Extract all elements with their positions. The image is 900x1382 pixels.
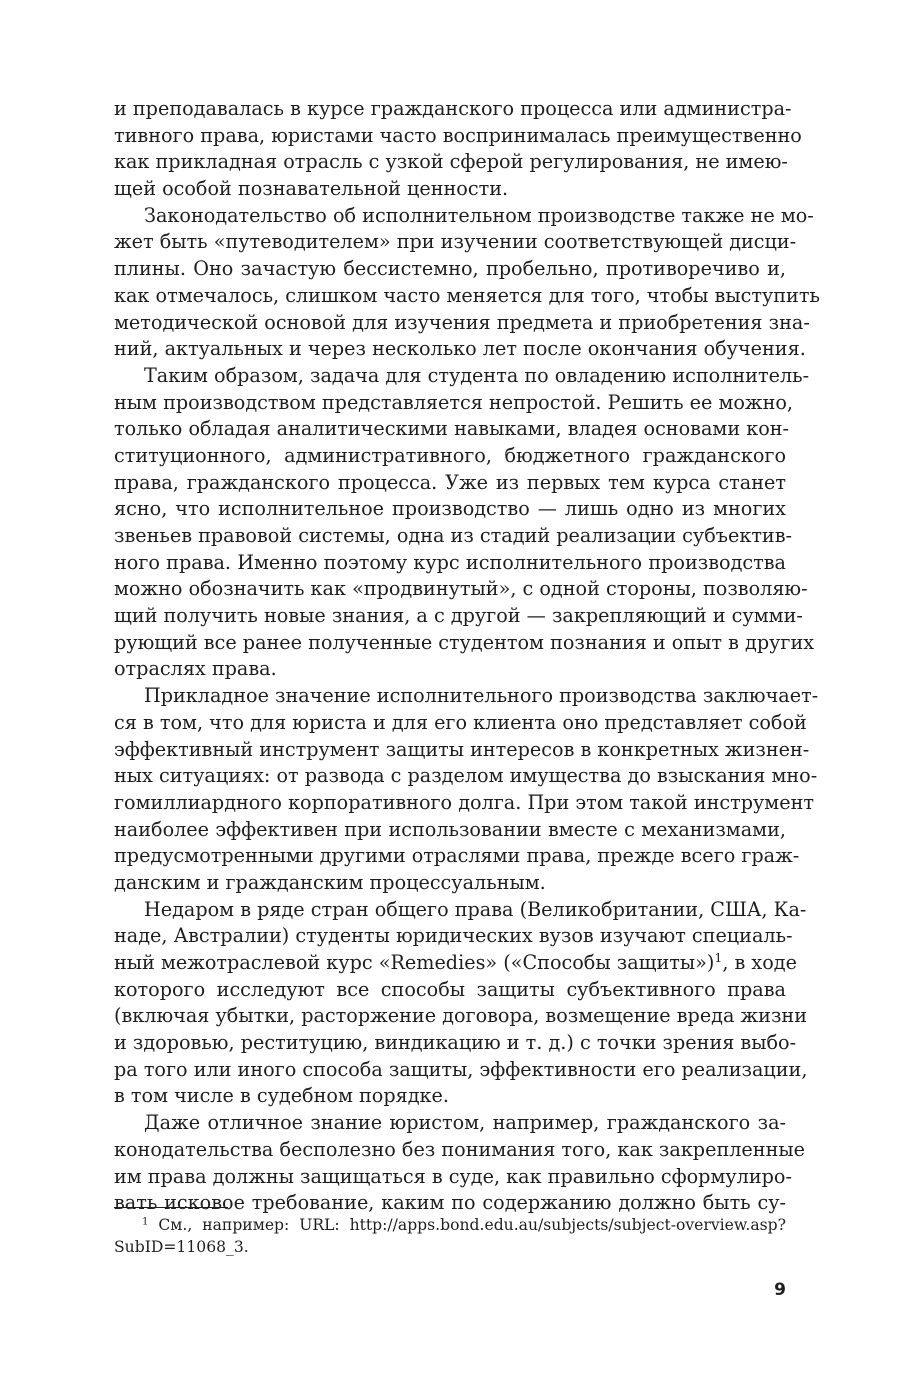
- text-line-with-footnote-ref: [114, 950, 797, 977]
- text-line: эффективный инструмент защиты интересов в конкретных жизнен-: [114, 737, 810, 761]
- text-line: ра того или иного способа защиты, эффективности его реализации,: [114, 1057, 808, 1081]
- text-line: предусмотренными другими отраслями права, прежде всего граж-: [114, 844, 800, 868]
- text-line: Недаром в ряде стран общего права (Великобритании, США, Ка-: [144, 897, 807, 921]
- text-line: методической основой для изучения предмета и приобретения зна-: [114, 310, 810, 334]
- text-line: щий получить новые знания, а с другой — закрепляющий и сумми-: [114, 604, 803, 628]
- footnote-line: [114, 1214, 786, 1236]
- page-number: 9: [774, 1280, 786, 1300]
- text-line: отраслях права.: [114, 657, 277, 681]
- text-line: рующий все ранее полученные студентом познания и опыт в других: [114, 630, 815, 654]
- text-line: им права должны защищаться в суде, как правильно сформулиро-: [114, 1164, 792, 1188]
- text-line: и здоровью, реституцию, виндикацию и т. д.) с точки зрения выбо-: [114, 1031, 797, 1055]
- text-line: звеньев правовой системы, одна из стадий реализации субъектив-: [114, 524, 793, 547]
- text-line: наде, Австралии) студенты юридических вузов изучают специаль-: [114, 924, 793, 948]
- text-line: ясно, что исполнительное производство — лишь одно из многих: [114, 497, 786, 521]
- footnote-divider: [114, 1207, 228, 1208]
- footnote: [114, 1214, 786, 1258]
- text-line: плины. Оно зачастую бессистемно, пробельно, противоречиво и,: [114, 257, 786, 281]
- footnote-reference[interactable]: 1: [714, 950, 723, 966]
- text-line: Даже отличное знание юристом, например, гражданского за-: [144, 1111, 786, 1135]
- text-line: Прикладное значение исполнительного производства заключает-: [144, 684, 819, 708]
- text-line: данским и гражданским процессуальным.: [114, 870, 546, 894]
- text-line: только обладая аналитическими навыками, владея основами кон-: [114, 417, 790, 441]
- text-line: Законодательство об исполнительном производстве также не мо-: [144, 203, 814, 227]
- text-line: жет быть «путеводителем» при изучении соответствующей дисци-: [114, 230, 797, 254]
- footnote-text: См., например: URL: http://apps.bond.edu.au/subjects/subject-overview.asp?: [158, 1216, 786, 1234]
- text-line: ституционного, административного, бюджетного гражданского: [114, 443, 786, 467]
- text-line: как прикладная отрасль с узкой сферой регулирования, не имею-: [114, 150, 788, 174]
- footnote-marker: 1: [142, 1216, 149, 1228]
- text-line: вать исковое требование, каким по содержанию должно быть су-: [114, 1191, 786, 1215]
- text-line: наиболее эффективен при использовании вместе с механизмами,: [114, 817, 786, 841]
- text-line: можно обозначить как «продвинутый», с одной стороны, позволяю-: [114, 577, 808, 601]
- text-run: ный межотраслевой курс «Remedies» («Способы защиты»): [114, 951, 715, 974]
- text-line: ным производством представляется непростой. Решить ее можно,: [114, 390, 794, 414]
- text-line: (включая убытки, расторжение договора, возмещение вреда жизни: [114, 1004, 808, 1028]
- text-line: которого исследуют все способы защиты субъективного права: [114, 977, 786, 1001]
- text-run: , в ходе: [722, 951, 797, 974]
- text-line: как отмечалось, слишком часто меняется для того, чтобы выступить: [114, 283, 820, 307]
- text-line: гомиллиардного корпоративного долга. При этом такой инструмент: [114, 790, 814, 814]
- text-line: щей особой познавательной ценности.: [114, 177, 509, 201]
- text-line: права, гражданского процесса. Уже из первых тем курса станет: [114, 470, 786, 494]
- text-line: ного права. Именно поэтому курс исполнительного производства: [114, 550, 786, 574]
- text-line: ся в том, что для юриста и для его клиента оно представляет собой: [114, 710, 807, 734]
- text-line: ных ситуациях: от развода с разделом имущества до взыскания мно-: [114, 764, 818, 788]
- text-line: тивного права, юристами часто воспринималась преимущественно: [114, 123, 802, 147]
- text-line: Таким образом, задача для студента по овладению исполнитель-: [144, 363, 810, 387]
- text-line: в том числе в судебном порядке.: [114, 1084, 449, 1108]
- footnote-line: SubID=11068_3.: [114, 1238, 249, 1256]
- text-line: конодательства бесполезно без понимания того, как закрепленные: [114, 1137, 805, 1161]
- text-line: ний, актуальных и через несколько лет после окончания обучения.: [114, 337, 806, 361]
- page-body: [114, 96, 820, 1217]
- text-line: и преподавалась в курсе гражданского процесса или администра-: [114, 97, 792, 120]
